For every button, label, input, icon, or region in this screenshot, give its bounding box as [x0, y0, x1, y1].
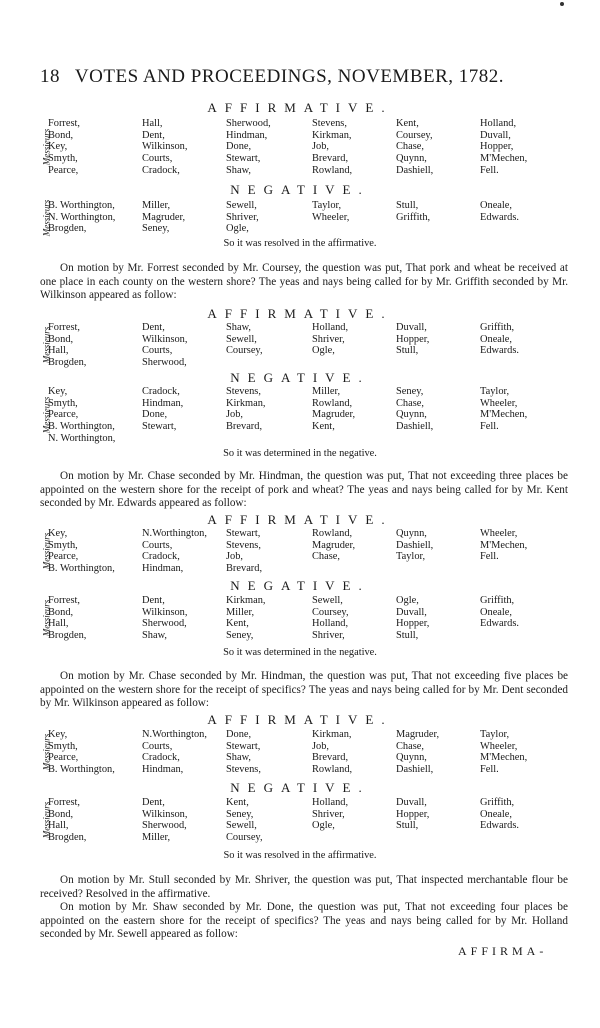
member-name: Brevard, — [226, 421, 263, 433]
member-name: Stewart, — [226, 740, 261, 752]
member-name: Stevens, — [226, 764, 261, 776]
member-name: Chase, — [396, 141, 424, 153]
messieurs-label-text: Messieurs — [41, 397, 51, 434]
vote-row — [40, 752, 560, 764]
vote-block — [40, 595, 560, 642]
motion-paragraph: On motion by Mr. Stull seconded by Mr. Shriver, the question was put, That inspected merchantable flour be received? Resolved in the affirmative. — [40, 874, 568, 900]
member-name: Shaw, — [142, 630, 168, 642]
member-name: Brevard, — [312, 153, 349, 165]
member-name: Seney, — [142, 223, 170, 235]
member-name: Forrest, — [48, 118, 81, 129]
member-name: Ogle, — [226, 223, 249, 235]
vote-row — [40, 386, 560, 398]
member-name: Stevens, — [226, 539, 261, 551]
member-name: Oneale, — [480, 200, 513, 211]
member-name: Bond, — [48, 129, 74, 141]
member-name: Kirkman, — [312, 729, 352, 740]
vote-block — [40, 200, 560, 235]
member-name: Magruder, — [396, 729, 440, 740]
page-number: 18 — [40, 66, 60, 87]
vote-row — [40, 212, 560, 224]
member-name: Smyth, — [48, 153, 78, 165]
vote-row — [40, 797, 560, 809]
member-name: Kent, — [312, 421, 335, 433]
member-name: Stull, — [396, 345, 419, 357]
member-name: Dent, — [142, 129, 165, 141]
member-name: Done, — [226, 729, 252, 740]
vote-result: So it was resolved in the affirmative. — [223, 238, 377, 249]
member-name: Griffith, — [396, 211, 431, 223]
member-name: Coursey, — [312, 606, 349, 618]
member-name: Coursey, — [396, 129, 433, 141]
vote-row — [40, 607, 560, 619]
member-name: Fell. — [480, 164, 499, 176]
member-name: Courts, — [142, 153, 173, 165]
member-name: Taylor, — [480, 386, 510, 397]
vote-block — [40, 386, 560, 445]
member-name: Hopper, — [396, 808, 430, 820]
member-name: Dashiell, — [396, 164, 434, 176]
member-name: Ogle, — [396, 595, 419, 606]
member-name: Bond, — [48, 333, 74, 345]
vote-result: So it was resolved in the affirmative. — [223, 850, 377, 861]
member-name: Job, — [226, 551, 244, 563]
member-name: Miller, — [226, 606, 255, 618]
member-name: Courts, — [142, 740, 173, 752]
member-name: Key, — [48, 386, 68, 397]
member-name: Hall, — [48, 345, 69, 357]
member-name: Brevard, — [312, 752, 349, 764]
vote-row — [40, 398, 560, 410]
member-name: Quynn, — [396, 528, 427, 539]
member-name: Quynn, — [396, 752, 427, 764]
member-name: Taylor, — [480, 729, 510, 740]
member-name: Sewell, — [226, 333, 257, 345]
messieurs-label-text: Messieurs — [41, 199, 51, 236]
messieurs-label-text: Messieurs — [41, 734, 51, 771]
member-name: Coursey, — [226, 345, 263, 357]
member-name: Hopper, — [396, 618, 430, 630]
member-name: Griffith, — [480, 797, 515, 808]
member-name: Dashiell, — [396, 539, 434, 551]
member-name: Duvall, — [396, 606, 427, 618]
member-name: N. Worthington, — [48, 432, 116, 444]
member-name: Wilkinson, — [142, 141, 188, 153]
vote-row — [40, 630, 560, 642]
member-name: Stewart, — [142, 421, 177, 433]
member-name: Smyth, — [48, 397, 78, 409]
vote-row — [40, 540, 560, 552]
member-name: Oneale, — [480, 606, 513, 618]
member-name: Hopper, — [396, 333, 430, 345]
member-name: Bond, — [48, 808, 74, 820]
member-name: Cradock, — [142, 551, 180, 563]
vote-row — [40, 820, 560, 832]
member-name: Job, — [226, 409, 244, 421]
member-name: Sherwood, — [142, 357, 187, 369]
member-name: Kirkman, — [226, 397, 266, 409]
vote-row — [40, 153, 560, 165]
member-name: Courts, — [142, 345, 173, 357]
member-name: Kent, — [226, 797, 249, 808]
catchword: AFFIRMA- — [458, 944, 548, 958]
member-name: Holland, — [312, 618, 349, 630]
vote-row — [40, 357, 560, 369]
messieurs-label-text: Messieurs — [41, 533, 51, 570]
member-name: Wheeler, — [480, 397, 518, 409]
vote-block — [40, 528, 560, 575]
member-name: Stull, — [396, 630, 419, 642]
vote-row — [40, 141, 560, 153]
member-name: Done, — [142, 409, 168, 421]
member-name: Rowland, — [312, 164, 353, 176]
member-name: Edwards. — [480, 618, 519, 630]
member-name: Duvall, — [396, 797, 427, 808]
motion-paragraph: On motion by Mr. Chase seconded by Mr. Hindman, the question was put, That not exceeding five places be appointed on the western shore for the receipt of specifics? The yeas and nays being called for by Mr. Dent seconded by Mr. Wilkinson appeared as follow: — [40, 670, 568, 709]
vote-block — [40, 797, 560, 844]
member-name: N.Worthington, — [142, 528, 207, 539]
member-name: Kent, — [226, 618, 249, 630]
member-name: Key, — [48, 528, 68, 539]
vote-row — [40, 563, 560, 575]
member-name: Pearce, — [48, 752, 79, 764]
member-name: Cradock, — [142, 752, 180, 764]
member-name: Brogden, — [48, 630, 87, 642]
negative-heading: NEGATIVE. — [230, 780, 370, 795]
negative-heading: NEGATIVE. — [230, 578, 370, 593]
member-name: Edwards. — [480, 211, 519, 223]
member-name: Rowland, — [312, 764, 353, 776]
member-name: M'Mechen, — [480, 409, 528, 421]
member-name: Stevens, — [226, 386, 261, 397]
vote-row — [40, 433, 560, 445]
member-name: Dent, — [142, 322, 165, 333]
member-name: Pearce, — [48, 164, 79, 176]
member-name: Dent, — [142, 595, 165, 606]
member-name: Sherwood, — [142, 820, 187, 832]
member-name: Dent, — [142, 797, 165, 808]
member-name: Stewart, — [226, 528, 261, 539]
member-name: Wheeler, — [480, 740, 518, 752]
member-name: Sherwood, — [142, 618, 187, 630]
member-name: B. Worthington, — [48, 563, 115, 575]
member-name: Kirkman, — [226, 595, 266, 606]
member-name: Brevard, — [226, 563, 263, 575]
motion-paragraph: On motion by Mr. Forrest seconded by Mr. Coursey, the question was put, That pork and wheat be received at one place in each county on the western shore? The yeas and nays being called for by Mr. Griffith seconded by Mr. Wilkinson appeared as follow: — [40, 262, 568, 301]
member-name: Holland, — [312, 797, 349, 808]
vote-row — [40, 223, 560, 235]
member-name: Magruder, — [312, 539, 356, 551]
affirmative-heading: AFFIRMATIVE. — [207, 306, 393, 321]
member-name: Shriver, — [312, 333, 345, 345]
member-name: Shriver, — [226, 211, 259, 223]
vote-row — [40, 528, 560, 540]
vote-row — [40, 764, 560, 776]
affirmative-heading: AFFIRMATIVE. — [207, 712, 393, 727]
vote-row — [40, 322, 560, 334]
member-name: Duvall, — [396, 322, 427, 333]
member-name: Miller, — [142, 200, 171, 211]
vote-row — [40, 729, 560, 741]
vote-row — [40, 345, 560, 357]
member-name: Job, — [312, 740, 330, 752]
member-name: Rowland, — [312, 528, 353, 539]
member-name: N.Worthington, — [142, 729, 207, 740]
member-name: Forrest, — [48, 797, 81, 808]
messieurs-label-text: Messieurs — [41, 129, 51, 166]
member-name: Chase, — [312, 551, 340, 563]
vote-row — [40, 200, 560, 212]
member-name: Key, — [48, 141, 68, 153]
member-name: Quynn, — [396, 153, 427, 165]
member-name: Hindman, — [226, 129, 268, 141]
member-name: Holland, — [480, 118, 517, 129]
member-name: Stevens, — [312, 118, 347, 129]
member-name: Cradock, — [142, 386, 180, 397]
member-name: Hall, — [48, 820, 69, 832]
member-name: Wheeler, — [480, 528, 518, 539]
vote-block — [40, 729, 560, 776]
vote-row — [40, 618, 560, 630]
negative-heading: NEGATIVE. — [230, 182, 370, 197]
member-name: Sewell, — [226, 820, 257, 832]
member-name: Seney, — [396, 386, 424, 397]
member-name: Shaw, — [226, 322, 252, 333]
member-name: Dashiell, — [396, 764, 434, 776]
affirmative-heading: AFFIRMATIVE. — [207, 512, 393, 527]
motion-paragraph: On motion by Mr. Chase seconded by Mr. Hindman, the question was put, That not exceeding three places be appointed on the western shore for the receipt of pork and wheat? The yeas and nays being called for by Mr. Kent seconded by Mr. Edwards appeared as follow: — [40, 470, 568, 509]
member-name: Hindman, — [142, 563, 184, 575]
member-name: Sewell, — [226, 200, 257, 211]
member-name: Cradock, — [142, 164, 180, 176]
member-name: Coursey, — [226, 832, 263, 844]
member-name: Pearce, — [48, 551, 79, 563]
member-name: Hall, — [48, 618, 69, 630]
member-name: Wheeler, — [312, 211, 350, 223]
member-name: Fell. — [480, 421, 499, 433]
member-name: Magruder, — [312, 409, 356, 421]
member-name: B. Worthington, — [48, 764, 115, 776]
motion-paragraph: On motion by Mr. Shaw seconded by Mr. Done, the question was put, That not exceeding four places be appointed on the eastern shore for the receipt of specifics? The yeas and nays being called for by Mr. Holland seconded by Mr. Sewell appeared as follow: — [40, 901, 568, 940]
running-title: VOTES AND PROCEEDINGS, NOVEMBER, 1782. — [74, 66, 505, 87]
member-name: Oneale, — [480, 808, 513, 820]
member-name: N. Worthington, — [48, 211, 116, 223]
member-name: Bond, — [48, 606, 74, 618]
vote-row — [40, 809, 560, 821]
member-name: Duvall, — [480, 129, 511, 141]
messieurs-label-text: Messieurs — [41, 802, 51, 839]
vote-row — [40, 165, 560, 177]
vote-block — [40, 118, 560, 177]
member-name: Taylor, — [312, 200, 342, 211]
member-name: Key, — [48, 729, 68, 740]
member-name: Dashiell, — [396, 421, 434, 433]
member-name: Fell. — [480, 764, 499, 776]
vote-result: So it was determined in the negative. — [223, 448, 377, 459]
vote-row — [40, 409, 560, 421]
member-name: Shriver, — [312, 808, 345, 820]
vote-row — [40, 421, 560, 433]
affirmative-heading: AFFIRMATIVE. — [207, 100, 393, 115]
member-name: Brogden, — [48, 832, 87, 844]
member-name: Brogden, — [48, 223, 87, 235]
member-name: M'Mechen, — [480, 153, 528, 165]
negative-heading: NEGATIVE. — [230, 370, 370, 385]
member-name: Job, — [312, 141, 330, 153]
member-name: M'Mechen, — [480, 752, 528, 764]
member-name: B. Worthington, — [48, 200, 115, 211]
ink-speck — [560, 2, 564, 6]
member-name: Griffith, — [480, 595, 515, 606]
member-name: Miller, — [312, 386, 341, 397]
vote-row — [40, 595, 560, 607]
vote-block — [40, 322, 560, 369]
member-name: Ogle, — [312, 345, 335, 357]
member-name: Sewell, — [312, 595, 343, 606]
member-name: Shaw, — [226, 752, 252, 764]
member-name: Wilkinson, — [142, 808, 188, 820]
member-name: Done, — [226, 141, 252, 153]
member-name: M'Mechen, — [480, 539, 528, 551]
page-header — [40, 66, 560, 88]
member-name: Chase, — [396, 397, 424, 409]
member-name: Hindman, — [142, 397, 184, 409]
vote-row — [40, 551, 560, 563]
member-name: Sherwood, — [226, 118, 271, 129]
member-name: Courts, — [142, 539, 173, 551]
vote-row — [40, 130, 560, 142]
vote-row — [40, 832, 560, 844]
member-name: B. Worthington, — [48, 421, 115, 433]
member-name: Quynn, — [396, 409, 427, 421]
member-name: Chase, — [396, 740, 424, 752]
member-name: Edwards. — [480, 345, 519, 357]
member-name: Forrest, — [48, 322, 81, 333]
member-name: Magruder, — [142, 211, 186, 223]
member-name: Hindman, — [142, 764, 184, 776]
member-name: Wilkinson, — [142, 606, 188, 618]
member-name: Stull, — [396, 200, 419, 211]
member-name: Forrest, — [48, 595, 81, 606]
member-name: Oneale, — [480, 333, 513, 345]
member-name: Smyth, — [48, 539, 78, 551]
messieurs-label-text: Messieurs — [41, 600, 51, 637]
member-name: Pearce, — [48, 409, 79, 421]
member-name: Edwards. — [480, 820, 519, 832]
member-name: Shaw, — [226, 164, 252, 176]
member-name: Stewart, — [226, 153, 261, 165]
vote-row — [40, 334, 560, 346]
member-name: Hopper, — [480, 141, 514, 153]
member-name: Ogle, — [312, 820, 335, 832]
vote-row — [40, 118, 560, 130]
vote-result: So it was determined in the negative. — [223, 647, 377, 658]
member-name: Holland, — [312, 322, 349, 333]
member-name: Wilkinson, — [142, 333, 188, 345]
member-name: Hall, — [142, 118, 163, 129]
member-name: Seney, — [226, 630, 254, 642]
member-name: Kirkman, — [312, 129, 352, 141]
member-name: Seney, — [226, 808, 254, 820]
messieurs-label-text: Messieurs — [41, 327, 51, 364]
member-name: Smyth, — [48, 740, 78, 752]
member-name: Brogden, — [48, 357, 87, 369]
member-name: Fell. — [480, 551, 499, 563]
member-name: Miller, — [142, 832, 171, 844]
member-name: Kent, — [396, 118, 419, 129]
member-name: Shriver, — [312, 630, 345, 642]
member-name: Rowland, — [312, 397, 353, 409]
member-name: Taylor, — [396, 551, 426, 563]
vote-row — [40, 741, 560, 753]
member-name: Griffith, — [480, 322, 515, 333]
member-name: Stull, — [396, 820, 419, 832]
